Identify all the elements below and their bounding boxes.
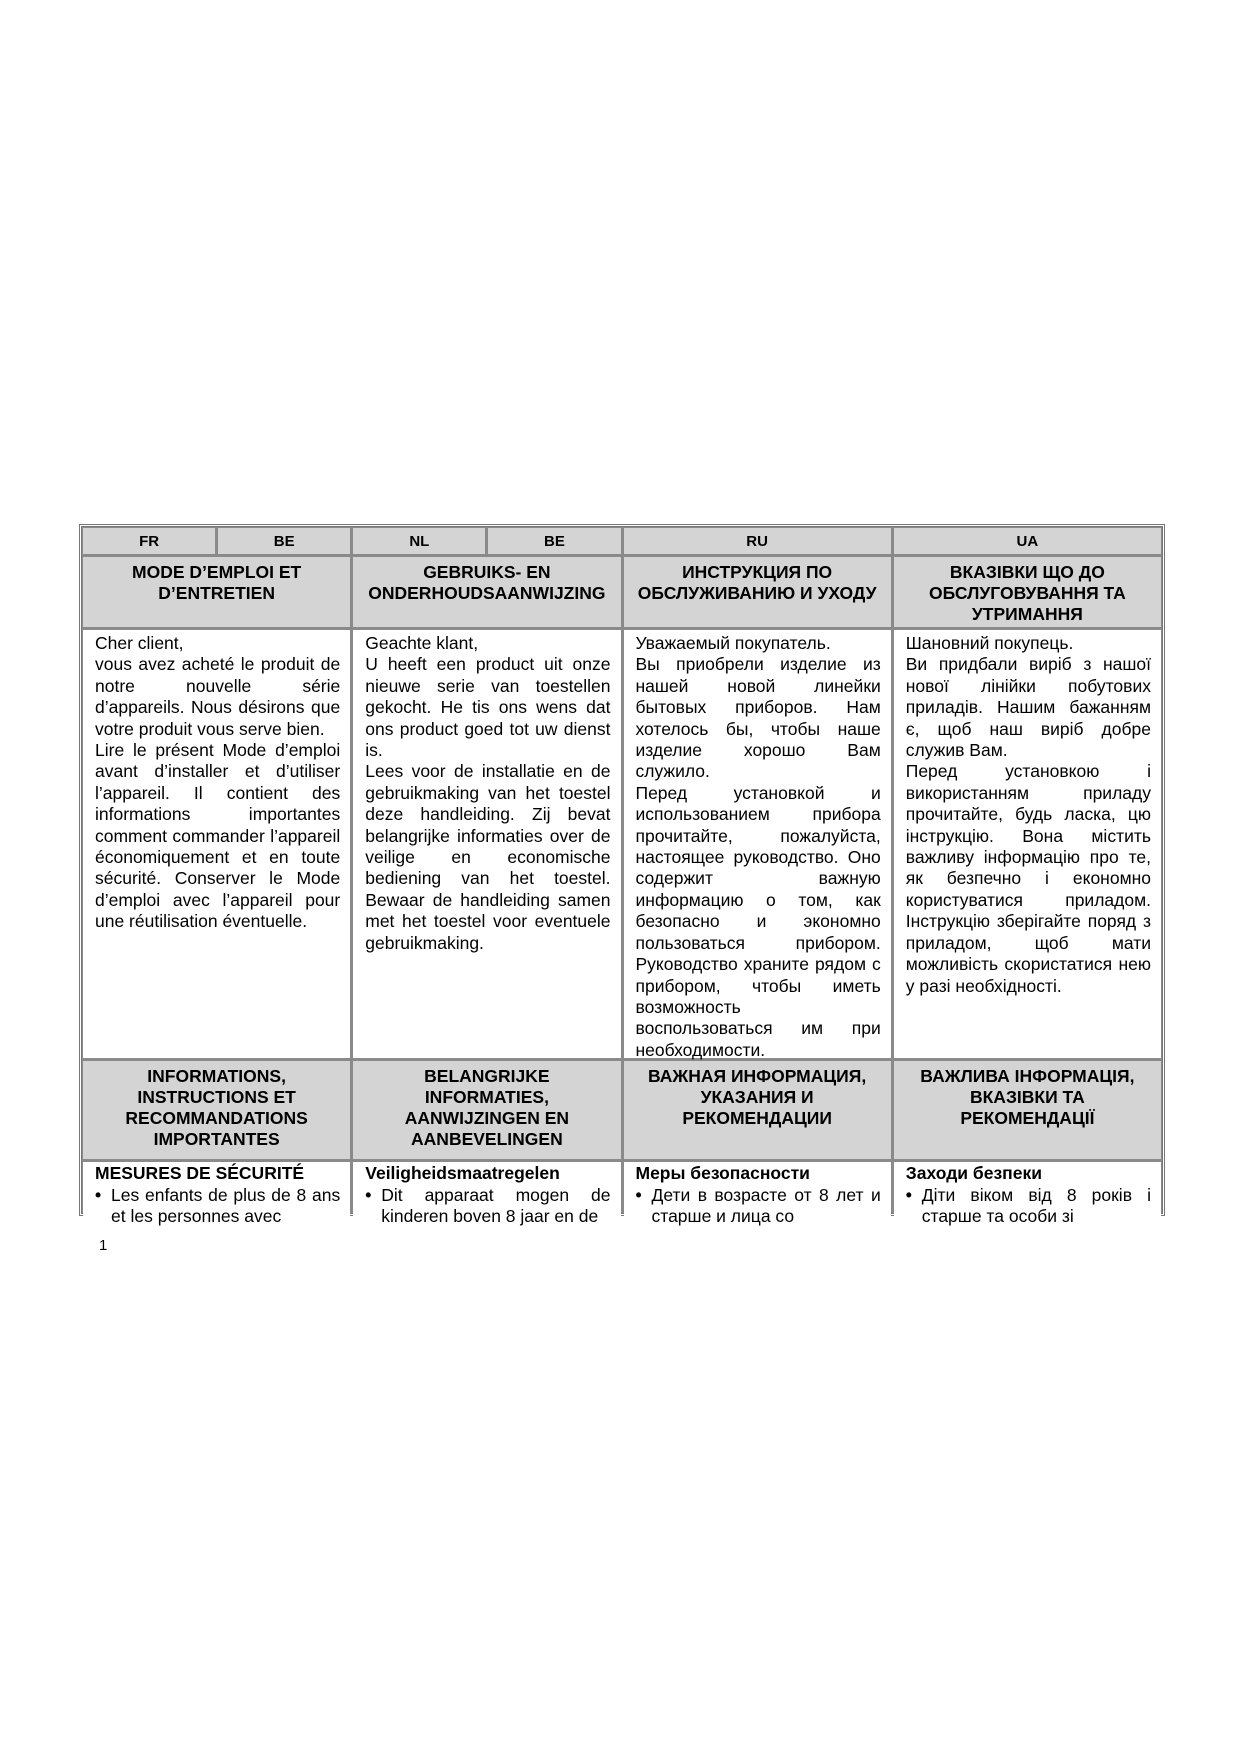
- safety-title: MESURES DE SÉCURITÉ: [95, 1163, 305, 1183]
- important-heading-ua: ВАЖЛИВА ІНФОРМАЦІЯ, ВКАЗІВКИ ТА РЕКОМЕНДАЦІЇ: [894, 1061, 1161, 1159]
- intro-paragraph: U heeft een product uit onze nieuwe serie van toestellen gekocht. He tis ons wens dat ons product goed tot uw dienst is.: [365, 654, 611, 761]
- bullet-text: Dit apparaat mogen de kinderen boven 8 jaar en de: [381, 1184, 611, 1227]
- intro-paragraph: Lire le présent Mode d’emploi avant d’installer et d’utiliser l’appareil. Il contient des informations importantes comment commander l’appareil économiquement et en toute sécurité. Conserver le Mode d’emploi avec l’appareil pour une réutilisation éventuelle.: [95, 740, 341, 932]
- lang-code: BE: [218, 528, 350, 554]
- intro-ru: [624, 630, 891, 1058]
- intro-paragraph: vous avez acheté le produit de notre nouvelle série d’appareils. Nous désirons que votre produit vous serve bien.: [95, 654, 341, 739]
- bullet-icon: •: [95, 1184, 102, 1205]
- intro-greeting: Шановний покупець.: [905, 633, 1074, 653]
- safety-title: Заходи безпеки: [905, 1163, 1042, 1183]
- lang-code: RU: [624, 528, 891, 554]
- bullet-icon: •: [635, 1184, 642, 1205]
- important-heading-ru: ВАЖНАЯ ИНФОРМАЦИЯ, УКАЗАНИЯ И РЕКОМЕНДАЦИИ: [624, 1061, 891, 1159]
- intro-greeting: Cher client,: [95, 633, 184, 653]
- lang-header-nl-be: [353, 528, 620, 554]
- list-item: [365, 1185, 610, 1228]
- intro-ua: [894, 630, 1161, 1058]
- lang-header-fr-be: [83, 528, 350, 554]
- bullet-text: Дети в возрасте от 8 лет и старше и лица со: [651, 1184, 881, 1227]
- manual-table: [79, 524, 1165, 1227]
- lang-header-ru: [624, 528, 891, 554]
- safety-nl: [353, 1162, 620, 1228]
- intro-greeting: Уважаемый покупатель.: [635, 633, 831, 653]
- list-item: [636, 1185, 881, 1228]
- title-nl: GEBRUIKS- EN ONDERHOUDSAANWIJZING: [353, 557, 620, 627]
- list-item: [906, 1185, 1151, 1228]
- important-heading-fr: INFORMATIONS, INSTRUCTIONS ET RECOMMANDATIONS IMPORTANTES: [83, 1061, 350, 1159]
- lang-code: NL: [353, 528, 485, 554]
- intro-paragraph: Вы приобрели изделие из нашей новой линейки бытовых приборов. Нам хотелось бы, чтобы наше изделие хорошо Вам служило.: [635, 654, 881, 782]
- intro-paragraph: Lees voor de installatie en de gebruikmaking van het toestel deze handleiding. Zij bevat belangrijke informaties over de veilige en economische bediening van het toestel. Bewaar de handleiding samen met het toestel voor eventuele gebruikmaking.: [365, 761, 611, 953]
- safety-ru: [624, 1162, 891, 1228]
- intro-paragraph: Перед установкою і використанням приладу прочитайте, будь ласка, цю інструкцію. Вона містить важливу інформацію про те, як безпечно і економно користуватися приладом. Інструкцію зберігайте поряд з приладом, щоб мати можливість скористатися нею у разі необхідності.: [905, 761, 1151, 996]
- intro-paragraph: Ви придбали виріб з нашої нової лінійки побутових приладів. Нашим бажанням є, щоб наш виріб добре служив Вам.: [905, 654, 1151, 761]
- lang-code: UA: [894, 528, 1161, 554]
- bullet-text: Les enfants de plus de 8 ans et les personnes avec: [111, 1184, 341, 1227]
- safety-title: Меры безопасности: [635, 1163, 810, 1183]
- list-item: [95, 1185, 340, 1228]
- lang-header-ua: [894, 528, 1161, 554]
- lang-code: BE: [488, 528, 620, 554]
- title-ua: ВКАЗІВКИ ЩО ДО ОБСЛУГОВУВАННЯ ТА УТРИМАННЯ: [894, 557, 1161, 627]
- safety-ua: [894, 1162, 1161, 1228]
- intro-fr: [83, 630, 350, 1058]
- safety-title: Veiligheidsmaatregelen: [365, 1163, 560, 1183]
- intro-nl: [353, 630, 620, 1058]
- bullet-icon: •: [365, 1184, 372, 1205]
- important-heading-nl: BELANGRIJKE INFORMATIES, AANWIJZINGEN EN AANBEVELINGEN: [353, 1061, 620, 1159]
- intro-greeting: Geachte klant,: [365, 633, 479, 653]
- title-ru: ИНСТРУКЦИЯ ПО ОБСЛУЖИВАНИЮ И УХОДУ: [624, 557, 891, 627]
- safety-fr: [83, 1162, 350, 1228]
- intro-paragraph: Перед установкой и использованием прибора прочитайте, пожалуйста, настоящее руководство. Оно содержит важную информацию о том, как безопасно и экономно пользоваться прибором. Руководство храните рядом с прибором, чтобы иметь возможность воспользоваться им при необходимости.: [635, 782, 881, 1060]
- lang-code: FR: [83, 528, 215, 554]
- title-fr: MODE D’EMPLOI ET D’ENTRETIEN: [83, 557, 350, 627]
- page-number: 1: [99, 1237, 108, 1254]
- bullet-icon: •: [905, 1184, 912, 1205]
- bullet-text: Діти віком від 8 років і старше та особи зі: [921, 1184, 1151, 1227]
